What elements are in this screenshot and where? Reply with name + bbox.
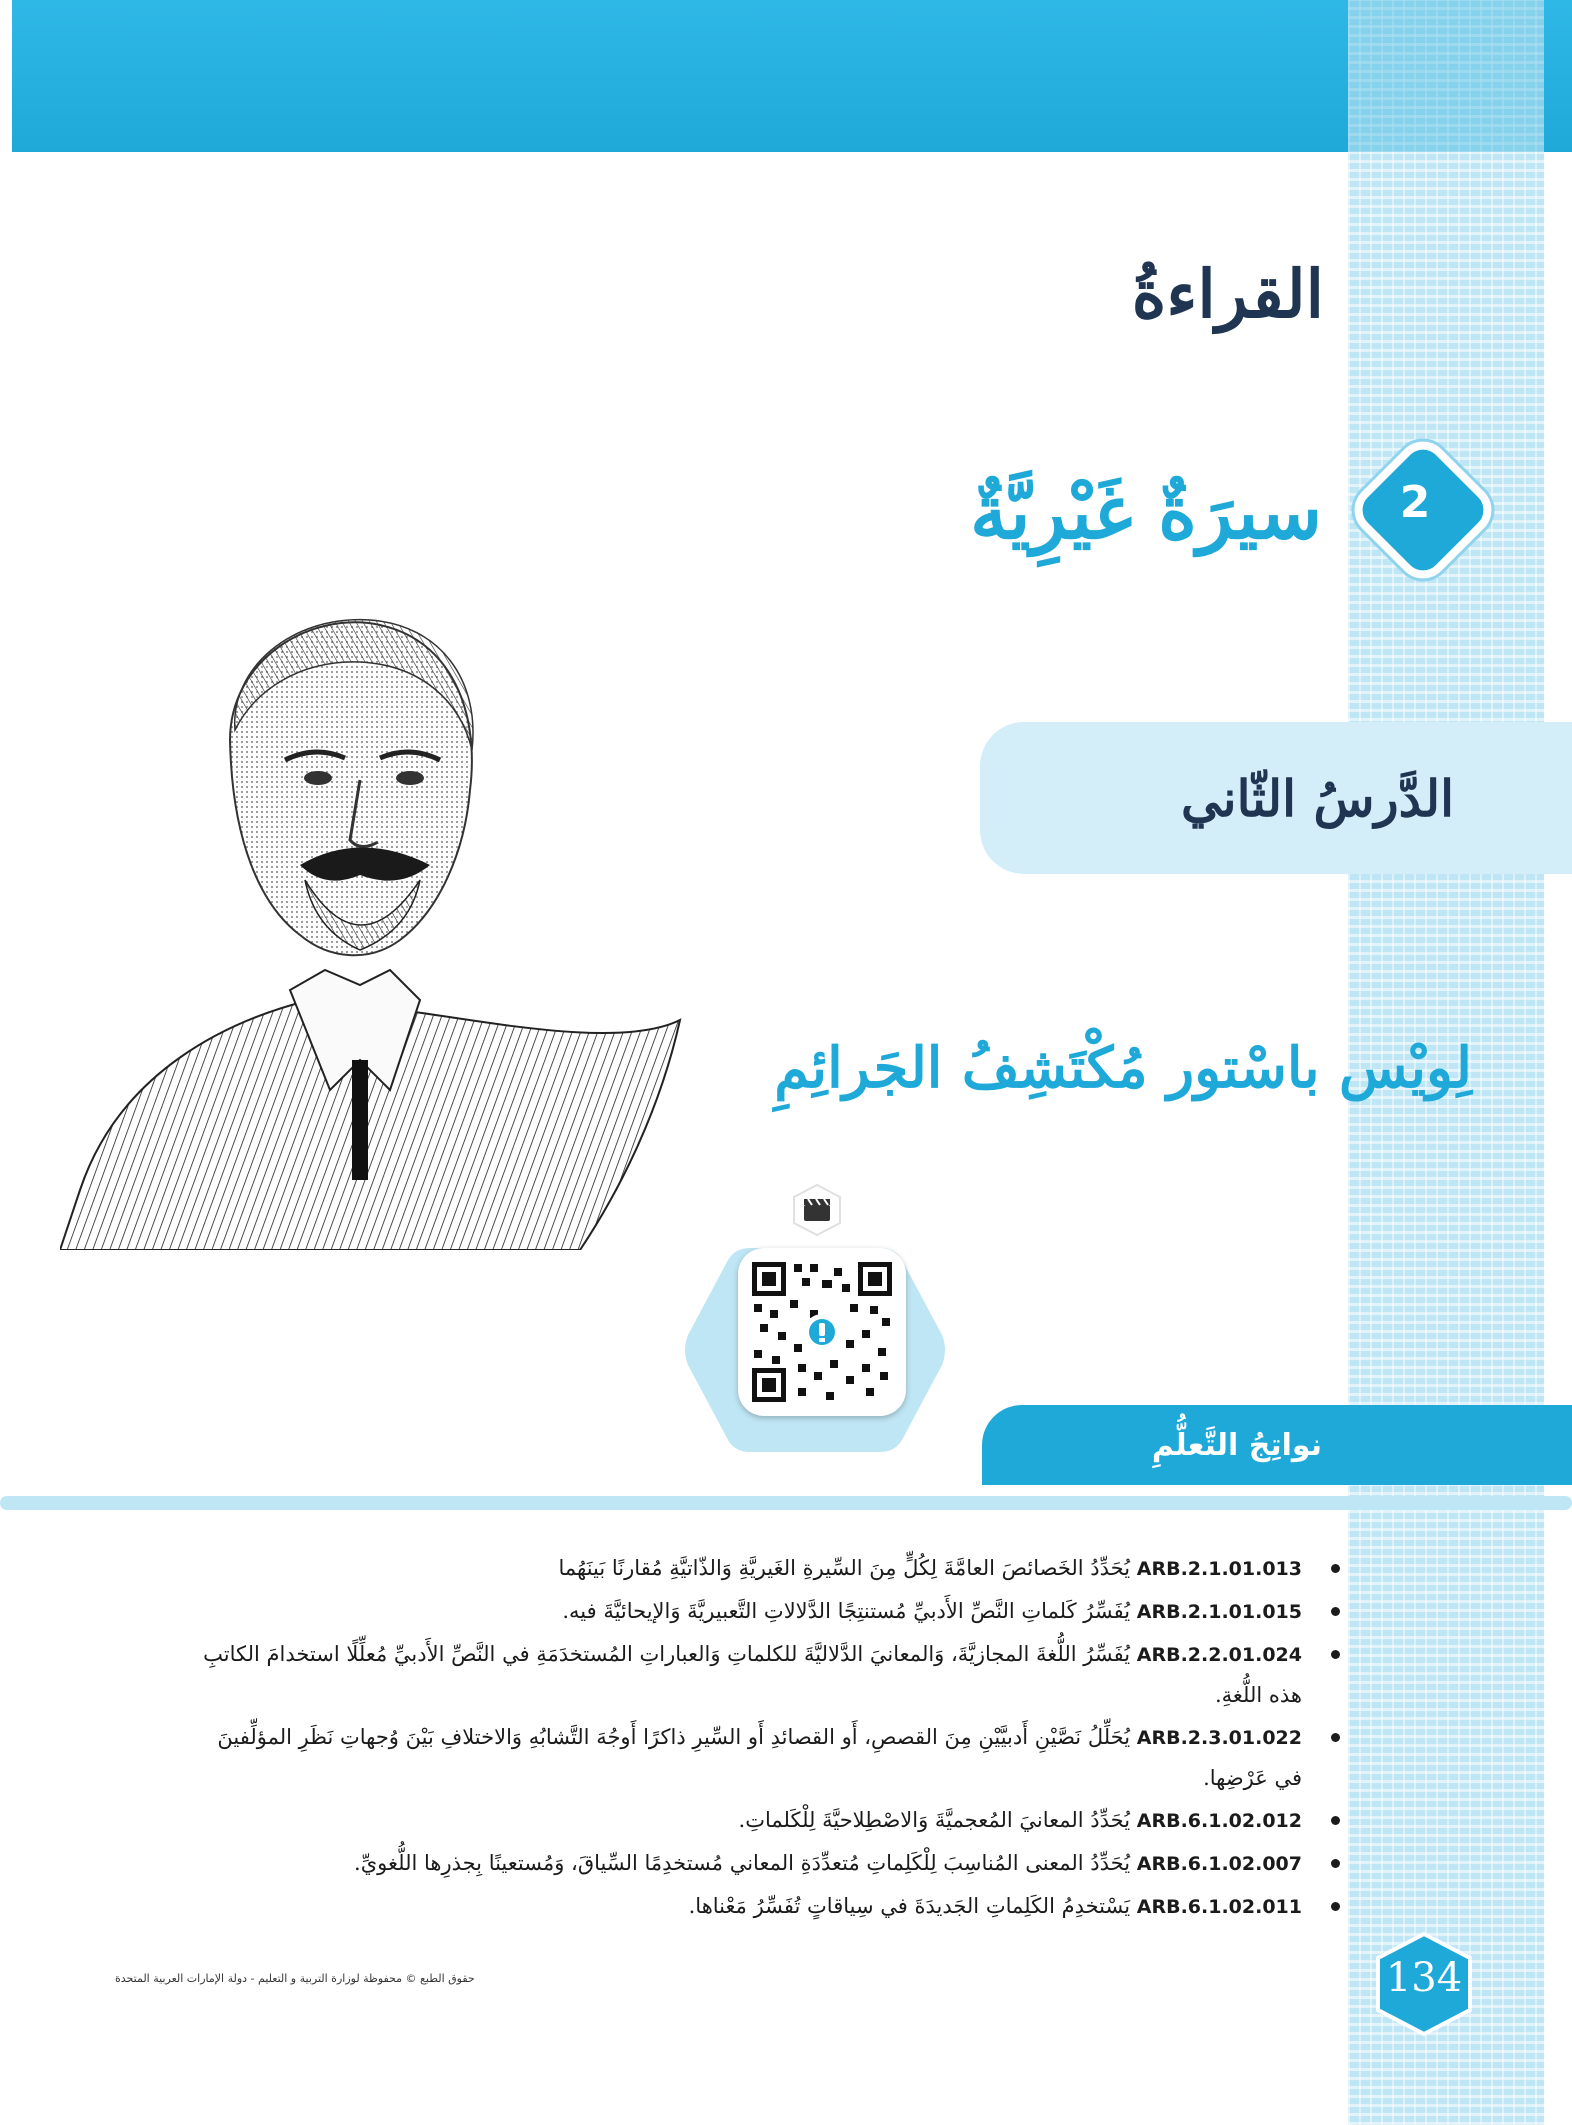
list-item	[202, 1717, 1302, 1798]
chapter-title: القراءةُ	[1131, 255, 1324, 333]
outcome-code: ARB.6.1.02.011	[1136, 1896, 1302, 1918]
copyright-footer: حقوق الطبع © محفوظة لوزارة التربية و التعليم - دولة الإمارات العربية المتحدة	[115, 1972, 475, 1985]
outcomes-tab	[982, 1405, 1572, 1485]
outcome-text: يُفَسِّرُ كَلماتِ النَّصِّ الأَدبيِّ مُستنتِجًا الدَّلالاتِ التَّعبيريَّةَ وَالإيحائيَّةَ فيه.	[562, 1599, 1131, 1623]
qr-code-card[interactable]	[738, 1248, 906, 1416]
list-item	[202, 1886, 1302, 1927]
outcomes-heading: نواتِجُ التَّعلُّمِ	[1151, 1427, 1322, 1463]
outcomes-list	[202, 1548, 1302, 1929]
outcomes-divider	[0, 1496, 1572, 1510]
top-banner	[12, 0, 1572, 152]
outcome-text: يَسْتخدِمُ الكَلِماتِ الجَديدَةَ في سِياقاتٍ تُفَسِّرُ مَعْناها.	[688, 1894, 1131, 1918]
side-strip-shade	[1348, 0, 1544, 152]
lesson-banner	[980, 722, 1572, 874]
list-item	[202, 1843, 1302, 1884]
outcome-text: يُحَدِّدُ المعانيَ المُعجميَّةَ وَالاصْطِلاحيَّةَ لِلْكَلماتِ.	[738, 1808, 1131, 1832]
outcome-code: ARB.6.1.02.007	[1136, 1853, 1302, 1875]
outcome-text: يُفَسِّرُ اللُّغةَ المجازيَّةَ، وَالمعانيَ الدَّلاليَّةَ للكلماتِ وَالعباراتِ المُستخدَمَةِ في النَّصِّ الأَدبيِّ مُعلِّلًا استخدامَ الكاتبِ هذه اللُّغةِ.	[203, 1642, 1302, 1707]
unit-number: 2	[1399, 476, 1431, 528]
unit-title: سيرَةٌ غَيْرِيَّةٌ	[970, 470, 1322, 556]
list-item	[202, 1800, 1302, 1841]
lesson-label: الدَّرسُ الثّاني	[1181, 768, 1454, 828]
outcome-text: يُحَدِّدُ الخَصائصَ العامَّةَ لِكُلٍّ مِنَ السِّيرةِ الغَيريَّةِ وَالذّاتيَّةِ مُقارنًا بَينَهُما	[558, 1556, 1131, 1580]
unit-number-badge	[1340, 438, 1490, 566]
qr-code-icon[interactable]	[750, 1260, 894, 1404]
list-item	[202, 1591, 1302, 1632]
list-item	[202, 1634, 1302, 1715]
outcome-text: يُحَدِّدُ المعنى المُناسِبَ لِلْكَلِماتِ مُتعدِّدَةِ المعاني مُستخدِمًا السِّياقَ، وَمُستعينًا بِجذرِها اللُّغويِّ.	[354, 1851, 1131, 1875]
page-number: 134	[1385, 1955, 1463, 2001]
outcome-code: ARB.2.1.01.015	[1136, 1601, 1302, 1623]
outcome-code: ARB.2.1.01.013	[1136, 1558, 1302, 1580]
portrait-illustration	[60, 590, 690, 1250]
outcome-text: يُحَلِّلُ نَصَّيْنِ أَدبيَّيْنِ مِنَ القصصِ، أَو القصائدِ أَو السِّيرِ ذاكرًا أَوجُهَ التَّشابُهِ وَالاختلافِ بَيْنَ وُجهاتِ نَظَرِ المؤلِّفينَ في عَرْضِها.	[217, 1725, 1302, 1790]
list-item	[202, 1548, 1302, 1589]
lesson-title: لِويْس باسْتور مُكْتَشِفُ الجَرائِمِ	[774, 1035, 1472, 1101]
outcome-code: ARB.2.3.01.022	[1136, 1727, 1302, 1749]
video-clapper-icon[interactable]	[790, 1183, 844, 1237]
outcome-code: ARB.2.2.01.024	[1136, 1644, 1302, 1666]
outcome-code: ARB.6.1.02.012	[1136, 1810, 1302, 1832]
